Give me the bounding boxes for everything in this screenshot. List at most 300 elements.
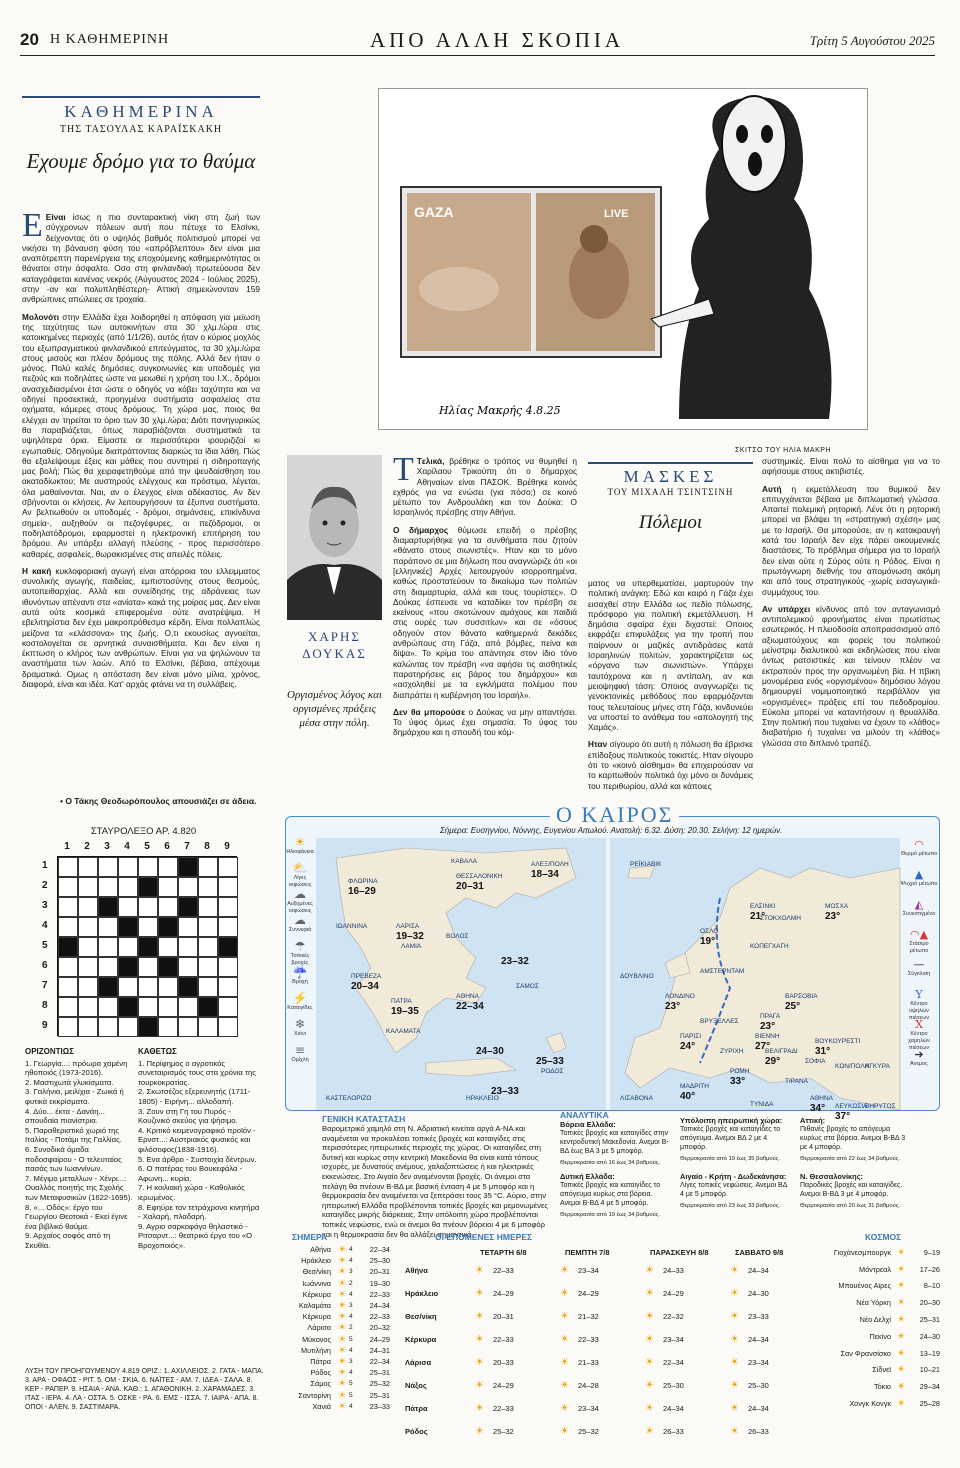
city-temperature: 27° (755, 1041, 771, 1052)
table-row (290, 1300, 390, 1311)
crossword-cell[interactable] (218, 957, 238, 977)
crossword-cell[interactable] (118, 1017, 138, 1037)
sun-icon: ☀ (337, 1266, 347, 1277)
crossword-cell[interactable] (198, 937, 218, 957)
city-name: ΚΑΣΤΕΛΟΡΙΖΟ (326, 1095, 372, 1102)
paragraph-lead: Tελικά, (416, 456, 445, 466)
crossword-cell[interactable] (78, 957, 98, 977)
city-name: ΕΛΣΙΝΚΙ (750, 903, 776, 910)
crossword-cell (178, 977, 198, 997)
article-body (22, 207, 260, 772)
paragraph-lead: Η κακή (22, 565, 52, 576)
legend-item (286, 862, 314, 888)
legend-label: Κέντρο υψηλών πιέσεων (908, 1001, 930, 1021)
sun-icon: ☀ (730, 1380, 739, 1391)
temperature-range: 24–29 (493, 1289, 514, 1298)
city-name: Σαν Φρανσίσκο (840, 1348, 891, 1358)
paragraph-text: σίγουρο ότι αυτή η πόλωση θα έβρισκε επίδοξους πολιτικούς τοκιστές. Ηταν σίγουρο ότι το «κοινό αίσθημα» θα επιχειρούσαν να το καρπωθούν πολιτικά όχι μόνο οι δυνάμεις του περιθωρίου, αλλά και κάποιες (588, 739, 753, 791)
city-name: ΑΘΗΝΑ (810, 1095, 833, 1102)
region-temperature: Θερμοκρασία από 19 έως 35 βαθμούς. (680, 1156, 781, 1162)
city-name: Λάρισα (405, 1358, 432, 1367)
city-temperature: 25° (785, 1001, 801, 1012)
crossword-cell (138, 1017, 158, 1037)
column-number: 7 (184, 841, 190, 852)
wind-force: 4 (349, 1246, 353, 1254)
crossword-cell[interactable] (98, 917, 118, 937)
region-name: Ν. Θεσσαλονίκης: (800, 1172, 863, 1181)
clue: 6. Συνοδικά όμαδα ποδοσφαίρου - Ο τελευταίος πασάς των Ιωαννίνων. (25, 1144, 122, 1174)
temperature-range: 21–33 (578, 1358, 599, 1367)
greece-weather-map (316, 838, 606, 1110)
table-row (290, 1278, 390, 1289)
column-number: 8 (204, 841, 210, 852)
crossword-cell[interactable] (78, 917, 98, 937)
temperature-range: 22–33 (369, 1312, 390, 1322)
clue: 1. Γεωργία...: πρόωρα χαμένη ηθοποιός (1973-2016). (25, 1058, 128, 1078)
region-temperature: Θερμοκρασία από 19 έως 34 βαθμούς. (560, 1212, 661, 1218)
crossword-cell[interactable] (218, 897, 238, 917)
region-name: Δυτική Ελλάδα: (560, 1172, 615, 1181)
page-number: 20 (20, 30, 39, 49)
table-row (290, 1244, 390, 1255)
crossword-cell[interactable] (118, 977, 138, 997)
general-situation-text: Βαρομετρικό χαμηλό στη Ν. Αδριατική κινείται αργά Α-ΝΑ και αναμένεται να προκαλέσει τοπικές βροχές και καταιγίδες στις περισσότερες ηπειρωτικές περιοχές της χώρας. Οι καταιγίδες στη δυτική και κυρίως στην κεντρική Μακεδονία θα είναι κατά τόπους ισχυρές, με δυνατούς ανέμους, χαλαζοπτώσεις ή και ηλεκτρικές εκκενώσεις. Στο Αιγαίο δεν αναμένονται βροχές. Οι άνεμοι στα πελάγη θα πνέουν Β-ΒΔ με βασική ένταση 4 με 5 μποφόρ και η θερμοκρασία δεν αναμένεται να ξεπεράσει τους 35 °C. Αύριο, στην ηπειρωτική Ελλάδα προβλέπονται τοπικές βροχές και μεμονωμένες καταιγίδες μικρής διάρκειας. Στην υπόλοιπη χώρα προβλέπονται τοπικές νεφώσεις, ενώ οι άνεμοι θα πνέουν βόρειοι 4 με 6 μποφόρ και η θερμοκρασία δεν θα αλλάξει σημαντικά. (322, 1124, 549, 1239)
city-name: ΚΑΒΑΛΑ (451, 858, 478, 865)
sun-icon: ☀ (730, 1288, 739, 1299)
sun-icon: ☀ (560, 1380, 569, 1391)
city-name: Κέρκυρα (302, 1289, 331, 1299)
clue: 8. «... Οδός»: έργο του Γεωργίου Θεοτοκά - Εκεί έγινε ένα βιβλικό θαύμα. (25, 1202, 128, 1231)
day-heading: ΤΕΤΑΡΤΗ 6/8 (480, 1248, 527, 1257)
paragraph-lead: Δεν θα μπορούσε (393, 706, 466, 717)
paragraph (588, 739, 753, 790)
table-row (820, 1345, 940, 1362)
city-temperature: 23° (760, 1021, 776, 1032)
wind-force: 4 (349, 1257, 353, 1265)
temperature-range: 20–33 (493, 1358, 514, 1367)
city-temperature: 23–32 (501, 956, 529, 967)
temperature-range: 25–31 (369, 1368, 390, 1378)
city-name: Σάμος (310, 1379, 331, 1389)
legend-item (286, 1044, 314, 1070)
paragraph (22, 312, 260, 559)
city-name: Πάτρα (310, 1356, 331, 1366)
temperature-range: 22–34 (369, 1245, 390, 1255)
table-row (290, 1255, 390, 1266)
sun-icon: ☀ (560, 1334, 569, 1345)
crossword-cell[interactable] (178, 917, 198, 937)
city-name: Πάτρα (405, 1404, 428, 1413)
crossword-cell[interactable] (158, 877, 178, 897)
temperature-range: 24–29 (578, 1289, 599, 1298)
table-row (290, 1367, 390, 1378)
city-name: Μύκονος (302, 1334, 331, 1344)
city-name: ΒΗΡΥΤΟΣ (865, 1103, 896, 1110)
paragraph (22, 207, 260, 305)
next-days-table (395, 1240, 815, 1460)
legend-item (286, 1018, 314, 1044)
city-name: Σίδνεϊ (872, 1365, 891, 1375)
sun-icon: ☀ (645, 1403, 654, 1414)
crossword-cell[interactable] (98, 937, 118, 957)
crossword-cell[interactable] (78, 977, 98, 997)
wind-force: 5 (349, 1335, 353, 1343)
article-footnote: • Ο Τάκης Θεοδωρόπουλος απουσιάζει σε άδεια. (60, 796, 257, 806)
city-temperature: 24° (680, 1041, 696, 1052)
legend-label: Θερμό μέτωπο (900, 851, 938, 857)
temperature-range: 23–34 (578, 1266, 599, 1275)
sun-icon: ☀ (896, 1280, 906, 1291)
sun-icon: ☀ (560, 1426, 569, 1437)
crossword-cell[interactable] (118, 897, 138, 917)
legend-item (286, 888, 314, 914)
front-icon: ◠▲ (909, 928, 929, 941)
temperature-range: 25–30 (663, 1381, 684, 1390)
crossword-cell[interactable] (58, 997, 78, 1017)
paragraph-text: κίνδυνος από τον ανταγωνισμό αντιπολεμικού φρονήματος είναι πρωτίστως εσωτερικός. Η πλειοδοσία αποπρασσισμού από αξιωματούχους και φορείς του πολιτικού μείνστριμ διαλυτικού και εκδηλώσεις που είναι όντως ρατσιστικές και τείνουν πλέον να εκτραπούν προς την οργανωμένη βία. Η πβικη μονομέρεια ενός «οργισμένου» δημόσιου λόγου δημιουργεί νομιμοποιητικό περιβάλλον για «οργισμένες» πράξεις επί του πεδοδρομίου. Εύκολα μπορεί να καταντήσουν η θρυαλλίδα. Στην πολιτική που τυχαίνει να έχουν το «λάθος» διαβατήριο ή τυχαίνει να μιλούν τη «λάθος» γλώσσα στο διπλανό τραπέζι. (762, 603, 940, 748)
section-title: ΑΠΟ ΑΛΛΗ ΣΚΟΠΙΑ (370, 28, 625, 52)
city-name: ΖΥΡΙΧΗ (720, 1048, 744, 1055)
analytics-region (800, 1116, 912, 1164)
temperature-range: 22–33 (578, 1335, 599, 1344)
across-clues (25, 1047, 133, 1327)
clue: 7. Η κοιλιακή χώρα - Καθολικός ιερωμένος. (138, 1183, 245, 1202)
sun-icon: ☀ (896, 1314, 906, 1325)
sun-icon: ☀ (896, 1398, 906, 1409)
paragraph-lead: Αυτή (762, 483, 782, 494)
clue: 5. Παραθεριστικό χωριό της Ιταλίας - Ποτάμι της Γαλλίας. (25, 1125, 122, 1145)
city-name: Σαντορίνη (298, 1390, 331, 1400)
live-label: LIVE (604, 208, 629, 220)
front-icon: Υ (915, 988, 923, 1001)
paragraph-text: ίσως η πιο συνταρακτική νίκη στη ζωή των σύγχρονων πόλεων αυτή που πέτυχε το Ελσίνκι, δείχνοντας ότι ο υψηλός βαθμός πολιτισμού μπορεί να νικήσει τη βάναυση φύση του «απρόβλεπτου» δεν είναι μια αναπότρεπτη παρενέργεια της εποχούμενης καθημερινότητας οι θάνατοι στην άσφαλτο. Οσο στη φινλανδική πρωτεύουσα δεν καταγράφεται κανένας νεκρός (Αύγουστος 2024 - Ιούλιος 2025), στην -αν και πολυπληθέστερη- Αττική σημειώνονταν 159 ανθρώπινες απώλειες σε τροχαία. (22, 212, 260, 305)
crossword-cell (98, 897, 118, 917)
sun-icon: ☀ (337, 1378, 347, 1389)
temperature-range: 26–33 (663, 1427, 684, 1436)
crossword-cell[interactable] (58, 857, 78, 877)
city-temperature: 19° (700, 936, 716, 947)
clue: 3. Ζουν στη Γη του Πυρός - Κουζινικό σκεύος για ψήσιμο. (138, 1106, 238, 1126)
temperature-range: 23–34 (663, 1335, 684, 1344)
region-forecast: Τοπικές βροχές και καταιγίδες το απόγευμα κυρίως στα βόρεια. Ανεμοι Β-ΒΔ 4 με 5 μποφόρ. (560, 1182, 661, 1207)
temperature-range: 13–19 (919, 1348, 940, 1358)
city-name: ΒΙΕΝΝΗ (755, 1033, 780, 1040)
crossword-cell[interactable] (198, 897, 218, 917)
crossword-cell[interactable] (138, 917, 158, 937)
clue: 7. Μέγιμο μεταλλων - Χένρι...: Ουαλλός ποιητής της Σχολής των Μεταφυσικών (1622-1695). (25, 1173, 133, 1202)
crossword-cell[interactable] (218, 877, 238, 897)
legend-item (900, 928, 938, 958)
region-temperature: Θερμοκρασία από 16 έως 34 βαθμούς. (560, 1160, 661, 1166)
crossword-cell[interactable] (78, 877, 98, 897)
crossword-cell (198, 997, 218, 1017)
sun-icon: ☀ (560, 1311, 569, 1322)
column-name: ΚΑΘΗΜΕΡΙΝΑ (64, 102, 218, 121)
article-body (588, 578, 753, 791)
table-row (290, 1334, 390, 1345)
crossword-cell[interactable] (58, 1017, 78, 1037)
legend-item (286, 992, 314, 1018)
crossword-cell[interactable] (98, 877, 118, 897)
table-row (820, 1311, 940, 1328)
city-temperature: 23–33 (491, 1086, 519, 1097)
crossword-cell[interactable] (98, 957, 118, 977)
cartoon (378, 88, 868, 430)
crossword-cell[interactable] (178, 877, 198, 897)
weather-icon: ☔ (292, 965, 308, 979)
crossword-cell[interactable] (178, 957, 198, 977)
temperature-range: 23–33 (369, 1401, 390, 1411)
temperature-range: 22–34 (369, 1356, 390, 1366)
crossword-cell[interactable] (158, 937, 178, 957)
crossword-cell[interactable] (158, 977, 178, 997)
crossword-cell[interactable] (98, 857, 118, 877)
city-temperature: 18–34 (531, 869, 559, 880)
analytics-region (560, 1172, 672, 1220)
city-name: Γιοχάνεσμπουργκ (833, 1247, 891, 1257)
sun-icon: ☀ (337, 1277, 347, 1288)
temperature-range: 17–26 (919, 1264, 940, 1274)
temperature-range: 25–30 (369, 1256, 390, 1266)
paragraph-text: συστημικές. Είναι πολύ το αίσθημα για να το αφήσουμε στους ακτιβιστές. (762, 456, 940, 477)
crossword-cell[interactable] (138, 977, 158, 997)
city-name: ΔΟΥΒΛΙΝΟ (620, 973, 654, 980)
temperature-range: 24–34 (748, 1404, 769, 1413)
temperature-range: 20–31 (493, 1312, 514, 1321)
paragraph-lead: Eίναι (45, 212, 66, 222)
region-name: Βόρεια Ελλάδα: (560, 1120, 616, 1129)
city-name: Καλαμάτα (298, 1301, 331, 1311)
city-name: Μπουένος Αϊρες (838, 1281, 891, 1291)
region-forecast: Τοπικές βροχές και καταιγίδες στην κεντροδυτική Μακεδονία. Ανεμοι Β-ΒΔ έως ΒΑ 3 με 5 μποφόρ. (560, 1130, 669, 1155)
drop-cap: E (22, 207, 43, 244)
clue: 9. Αρχαίος σοφός από τη Σκυθία. (25, 1231, 111, 1250)
crossword-cell[interactable] (118, 857, 138, 877)
legend-label: Τοπικές βροχές (290, 953, 310, 966)
sun-icon: ☀ (730, 1403, 739, 1414)
temperature-range: 24–31 (369, 1345, 390, 1355)
clue: 4. Δύο... έκτα - Δανάη... σπουδαία πιανίστρια. (25, 1106, 105, 1126)
paragraph-text: κυκλοφοριακή αγωγή είναι απόρροια του ελλειμματος συνολικής αγωγής, παιδείας, εμπιστοσύνης στους θεσμούς, αυτοπειθαρχίας. Αλλά και συνείδησης της αδράνειας των ιθυνόντων απέναντι στα «ανίατα» κακά της μοίρας μας. Δεν είναι αυτά ούτε κοσμικά επιφερομένα ούτε ανατρέψιμα. Η εβελιτηρίστια δεν έχει μακροπρόθεσμα κέρδη. Είναι πολλαπλώς μείζονα τα «ελάσσονα» της ζωής. Ο,τι εκουσίως αγνοείται, κοστολογείται σε αρνητικά συναισθήματα. Και δεν είναι η έκπτωση ο κλήρος των ανθρώπων. Είναι για να ψηλώνουν τα αναστήματα των λαών. Από το Ελσίνκι, βέβαια, απέχουμε δραματικά. Ομως η απόσταση δεν είναι μόνο μίλια, χρόνος, διαφορά, είναι και ιδέα. Κατ' αρχάς φτάνει να τη συλλάβεις. (22, 565, 260, 690)
city-name: ΠΡΑΓΑ (760, 1013, 781, 1020)
region-forecast: Τοπικές βροχές και καταιγίδες το απόγευμα. Ανεμοι ΒΔ 2 με 4 μποφόρ. (680, 1126, 781, 1151)
table-row (290, 1378, 390, 1389)
crossword-cell[interactable] (198, 957, 218, 977)
temperature-range: 24–34 (369, 1301, 390, 1311)
city-temperature: 21° (750, 911, 766, 922)
temperature-range: 24–29 (369, 1334, 390, 1344)
city-temperature: 33° (730, 1076, 746, 1087)
city-name: ΒΕΛΙΓΡΑΔΙ (765, 1048, 798, 1055)
crossword-grid[interactable] (57, 856, 237, 1036)
table-row (290, 1289, 390, 1300)
crossword-cell[interactable] (78, 857, 98, 877)
crossword-cell[interactable] (98, 997, 118, 1017)
wind-force: 4 (349, 1346, 353, 1354)
sun-icon: ☀ (337, 1311, 347, 1322)
previous-solution: ΛΥΣΗ ΤΟΥ ΠΡΟΗΓΟΥΜΕΝΟΥ 4.819 ΟΡΙΖ.: 1. ΑΧΙΛΛΕΙΟΣ. 2. ΓΑΤΑ - ΜΑΠΑ. 3. ΑΡΑ - ΟΦΑΟΣ - ΡΙΤ. 5. ΟΜ - ΣΚΙΑ. 6. ΝΑΪΤΕΣ - ΑΜ. 7. ΙΔΕΑ - ΣΑΛΑ. 8. ΚΕΡ - ΡΑΠΕΡ. 9. ΗΣΑΙΑ - ΑΝΑ. ΚΑΘ.: 1. ΑΓΑΘΟΝΙΚΗ. 2. ΧΑΡΑΜΑΔΕΣ. 3. ΙΤΑΣ - ΙΕΡΑ. 4. ΛΑ - ΟΣΤΑ. 5. ΟΣΚΕ - ΡΑ. 6. ΕΜΣ - ΙΣΣΑ. 7. ΙΑΙΡΑ - ΑΠΑ. 8. ΟΠΟΙ - ΑΛΕΝ. 9. ΣΑΣΤΙΜΑΡΑ. (25, 1368, 264, 1411)
crossword-cell[interactable] (78, 997, 98, 1017)
crossword-cell[interactable] (158, 1017, 178, 1037)
article-body (393, 451, 577, 781)
sun-icon: ☀ (730, 1334, 739, 1345)
row-number: 5 (42, 940, 48, 951)
column-name: ΜΑΣΚΕΣ (623, 467, 718, 486)
paragraph (762, 456, 940, 477)
crossword-cell[interactable] (58, 977, 78, 997)
crossword-cell[interactable] (198, 877, 218, 897)
front-icon: ➔ (914, 1048, 924, 1061)
city-name: ΜΟΣΧΑ (825, 903, 849, 910)
drop-cap: T (393, 451, 414, 488)
city-name: ΑΜΣΤΕΡΝΤΑΜ (700, 968, 745, 975)
city-name: ΗΡΑΚΛΕΙΟ (466, 1095, 499, 1102)
table-row (820, 1278, 940, 1295)
today-table (290, 1244, 390, 1412)
sun-icon: ☀ (337, 1300, 347, 1311)
legend-label: Καταιγίδες (287, 1005, 313, 1011)
crossword-cell[interactable] (78, 937, 98, 957)
crossword-cell[interactable] (138, 997, 158, 1017)
table-row (820, 1244, 940, 1261)
paragraph (762, 484, 940, 597)
clue: 5. Ενα άρθρο - Συστοιχία δέντρων. (138, 1154, 257, 1164)
crossword-cell[interactable] (178, 997, 198, 1017)
city-name: ΣΑΜΟΣ (516, 983, 539, 990)
sun-icon: ☀ (560, 1403, 569, 1414)
legend-label: Στάσιμο μέτωπο (909, 941, 929, 954)
sun-icon: ☀ (337, 1367, 347, 1378)
temperature-range: 24–34 (748, 1335, 769, 1344)
row-number: 3 (42, 900, 48, 911)
city-name: Νέα Υόρκη (856, 1298, 891, 1308)
column-number: 5 (144, 841, 150, 852)
crossword-cell[interactable] (198, 917, 218, 937)
crossword-cell[interactable] (158, 897, 178, 917)
column-header (588, 462, 753, 497)
crossword-cell[interactable] (138, 957, 158, 977)
crossword-cell[interactable] (138, 857, 158, 877)
paragraph-text: θύμωσε επειδή ο πρέσβης διαμαρτυρήθηκε για τα συνθήματα που ζητούν «θάνατο στους σιωνιστές». Ηταν και το μόνο παράπονο σε μια δήλωση που αναγνώριζε ότι «οι [ελληνικές] Αρχές λειτουργούν ισορροπημένα, καθώς προστατεύουν το δικαίωμα των πολιτών στη διαμαρτυρία, αλλά και τους τουρίστες». Ο Δούκας έσπευσε να καταδίκει τον πρέσβη σε εκείνους «που σκοτώνουν αμάχους και παιδιά στις ουρές των συσσιτίων» και σε «όσους οδηγούν στον θάνατο καθημερινά δεκάδες ανθρώπους στη Γάζα, από βόμβες, πείνα και δίψα». Το κρίμα του απάντησε στον ίδιο τόνο καλώντας τον πρέσβη «να αφήσει τις αισθητικές παρατηρήσεις εις βάρος του δημάρχου» και «ασχοληθεί με τα εγκλήματα πολέμου που διαπράττει η κυβέρνηση του Ισραήλ». (393, 524, 577, 700)
crossword-cell[interactable] (58, 917, 78, 937)
world-table (820, 1244, 940, 1412)
city-name: Ιωάννινα (302, 1278, 331, 1288)
sun-icon: ☀ (730, 1265, 739, 1276)
temperature-range: 25–31 (369, 1390, 390, 1400)
clue: 1. Περίφημος ο αγροτικός συνεταιρισμός τους στα χρόνια της τουρκοκρατίας. (138, 1058, 257, 1087)
wind-force: 2 (349, 1279, 353, 1287)
city-name: ΒΡΥΞΕΛΛΕΣ (700, 1018, 739, 1025)
crossword-cell[interactable] (198, 977, 218, 997)
city-temperature: 31° (815, 1046, 831, 1057)
city-name: Χανιά (312, 1401, 331, 1411)
next-days-heading: ΟΙ ΕΠΟΜΕΝΕΣ ΗΜΕΡΕΣ (435, 1232, 533, 1242)
temperature-range: 26–33 (748, 1427, 769, 1436)
analytics-region (560, 1120, 672, 1168)
crossword-cell[interactable] (58, 897, 78, 917)
page-header (20, 26, 935, 56)
temperature-range: 22–32 (663, 1312, 684, 1321)
sun-icon: ☀ (896, 1381, 906, 1392)
crossword-cell[interactable] (218, 997, 238, 1017)
region-name: Αττική: (800, 1116, 826, 1125)
crossword-cell (178, 857, 198, 877)
crossword-cell[interactable] (158, 857, 178, 877)
wind-force: 3 (349, 1357, 353, 1365)
wind-force: 2 (349, 1324, 353, 1332)
city-temperature: 20–31 (456, 881, 484, 892)
temperature-range: 9–19 (923, 1247, 940, 1257)
crossword-cell[interactable] (58, 877, 78, 897)
city-name: ΑΛΕΞ/ΠΟΛΗ (531, 861, 569, 868)
crossword-cell[interactable] (138, 897, 158, 917)
city-name: ΒΟΛΟΣ (446, 933, 469, 940)
city-temperature: 23° (825, 911, 841, 922)
paragraph-text: βρέθηκε ο τρόπος να θυμηθεί η Χαρίλαου Τρικούπη ότι ο δήμαρχος Αθηναίων είναι ΠΑΣΟΚ. Βρέθηκε κοινός εχθρός για να ενώσει (για πόσο;) σε κοινό μέτωπο τον Ανδρουλάκη και τον Δούκα: Ο Ισραηλινός πρέσβης στην Αθήνα. (393, 456, 577, 518)
general-situation-heading: ΓΕΝΙΚΗ ΚΑΤΑΣΤΑΣΗ (322, 1114, 406, 1124)
crossword-cell[interactable] (198, 857, 218, 877)
city-name: ΟΣΛΟ (700, 928, 719, 935)
city-temperature: 37° (835, 1111, 851, 1122)
table-row (290, 1345, 390, 1356)
temperature-range: 8–10 (923, 1281, 940, 1291)
column-author: ΤΟΥ ΜΙΧΑΛΗ ΤΣΙΝΤΣΙΝΗ (607, 487, 734, 497)
legend-label: Κέντρο χαμηλών πιέσεων (908, 1031, 930, 1051)
crossword-cell[interactable] (58, 957, 78, 977)
front-icon: ◭ (914, 898, 924, 911)
column-number: 4 (124, 841, 130, 852)
crossword-cell[interactable] (178, 937, 198, 957)
crossword-cell[interactable] (218, 857, 238, 877)
city-name: Ρόδος (310, 1368, 331, 1378)
city-name: Κέρκυρα (405, 1335, 437, 1344)
city-name: Μόντρεαλ (859, 1264, 891, 1274)
temperature-range: 24–34 (663, 1404, 684, 1413)
table-row (820, 1328, 940, 1345)
crossword-cell[interactable] (118, 937, 138, 957)
region-name: Υπόλοιπη ηπειρωτική χώρα: (680, 1116, 783, 1125)
temperature-range: 20–30 (919, 1298, 940, 1308)
sun-icon: ☀ (337, 1288, 347, 1299)
temperature-range: 22–34 (663, 1358, 684, 1367)
temperature-range: 24–30 (919, 1331, 940, 1341)
crossword-cell[interactable] (178, 1017, 198, 1037)
sun-icon: ☀ (896, 1297, 906, 1308)
legend-item (900, 958, 938, 988)
legend-item (286, 966, 314, 992)
crossword-cell[interactable] (78, 897, 98, 917)
sun-icon: ☀ (475, 1311, 484, 1322)
crossword-cell[interactable] (78, 1017, 98, 1037)
crossword-cell[interactable] (218, 917, 238, 937)
sun-icon: ☀ (337, 1322, 347, 1333)
sun-icon: ☀ (645, 1311, 654, 1322)
crossword-cell[interactable] (198, 1017, 218, 1037)
crossword-cell[interactable] (158, 997, 178, 1017)
paragraph-lead: Μολονότι (22, 311, 60, 322)
legend-label: Αυξημένες νεφώσεις (287, 901, 313, 914)
crossword-cell[interactable] (218, 1017, 238, 1037)
sun-icon: ☀ (475, 1288, 484, 1299)
crossword-cell[interactable] (218, 977, 238, 997)
crossword-cell[interactable] (118, 877, 138, 897)
crossword-title: ΣΤΑΥΡΟΛΕΞΟ ΑΡ. 4.820 (90, 826, 197, 837)
city-name: Πεκίνο (869, 1331, 891, 1341)
sun-icon: ☀ (730, 1426, 739, 1437)
crossword-cell[interactable] (98, 1017, 118, 1037)
sun-icon: ☀ (475, 1403, 484, 1414)
pull-quote: Οργισμένος λόγος και οργισμένες πράξεις μέσα στην πόλη. (287, 689, 382, 729)
